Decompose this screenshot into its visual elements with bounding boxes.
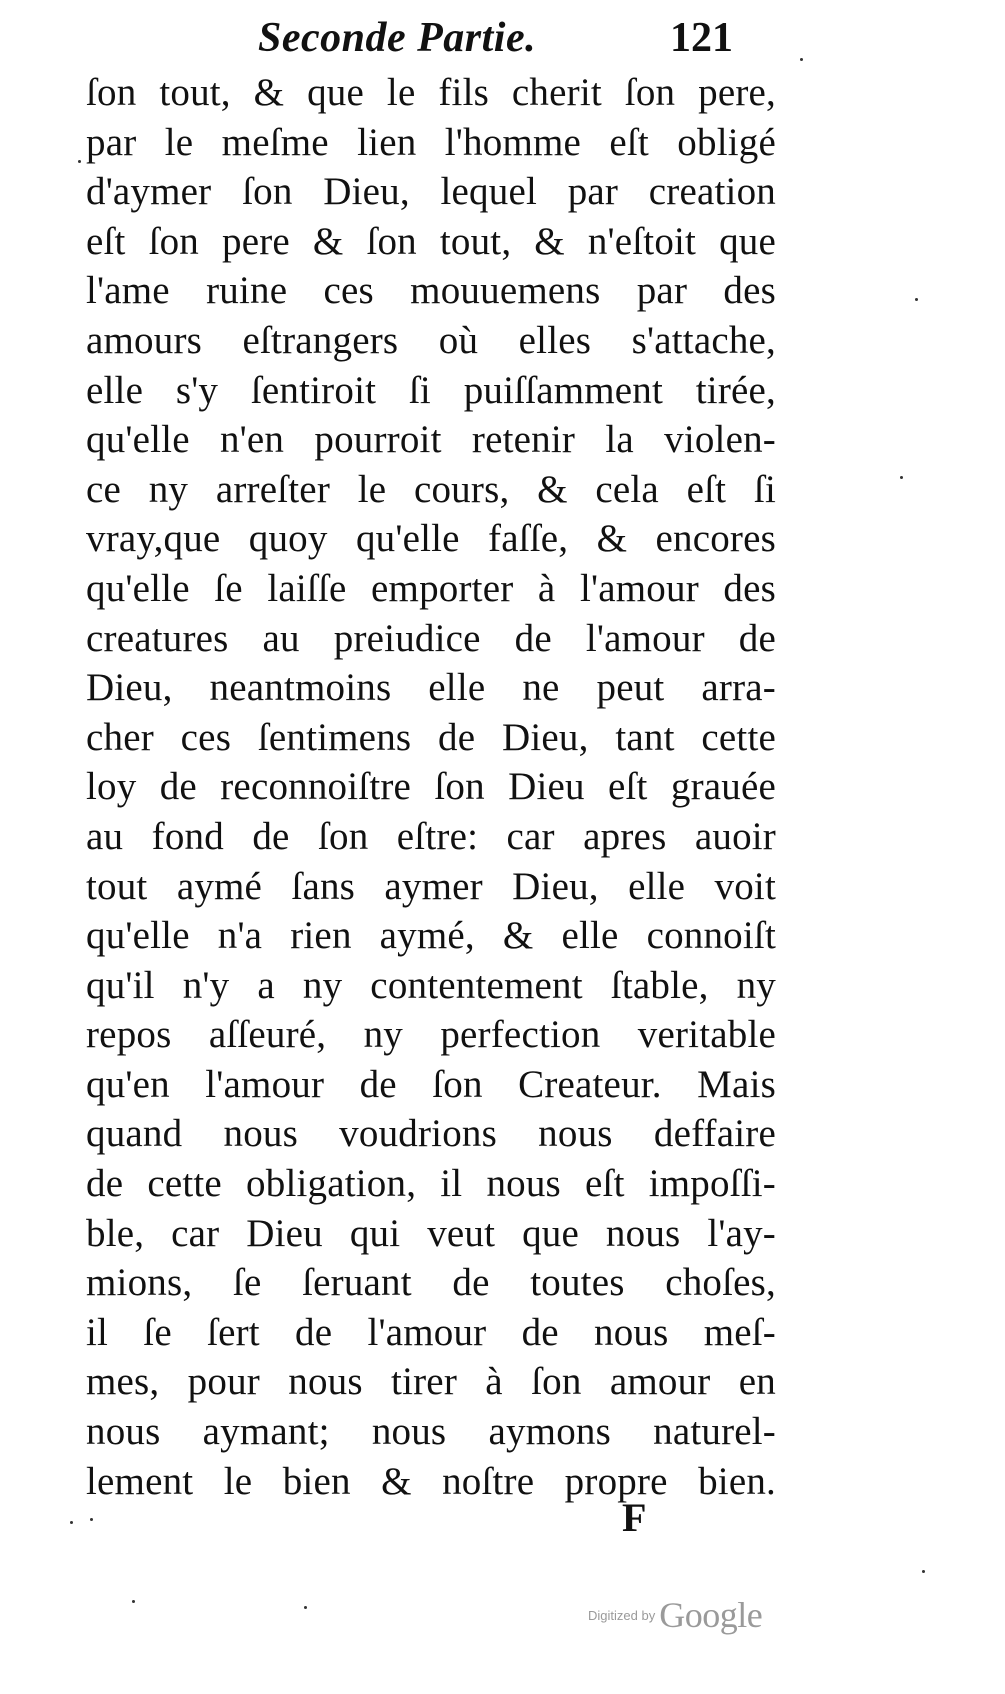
text-line: au fond de ſon eſtre: car apres auoir — [86, 814, 776, 858]
text-line: ble, car Dieu qui veut que nous l'ay- — [86, 1211, 776, 1255]
text-line: qu'elle ſe laiſſe emporter à l'amour des — [86, 566, 776, 610]
google-logo: Google — [659, 1595, 763, 1635]
text-line: de cette obligation, il nous eſt impoſſi- — [86, 1162, 776, 1206]
scan-speck — [915, 298, 918, 301]
body-text — [86, 68, 776, 1506]
text-line: amours eſtrangers où elles s'attache, — [86, 318, 776, 362]
text-line: vray,que quoy qu'elle faſſe, & encores — [86, 517, 776, 561]
page-header — [258, 12, 798, 64]
text-line: loy de reconnoiſtre ſon Dieu eſt grauée — [86, 765, 776, 809]
text-line: qu'en l'amour de ſon Createur. Mais — [86, 1062, 776, 1106]
text-line: eſt ſon pere & ſon tout, & n'eſtoit que — [86, 219, 776, 263]
text-line: l'ame ruine ces mouuemens par des — [86, 269, 776, 313]
text-line: ſon tout, & que le fils cherit ſon pere, — [86, 71, 776, 114]
text-line: ce ny arreſter le cours, & cela eſt ſi — [86, 467, 776, 511]
text-line: quand nous voudrions nous deffaire — [86, 1112, 776, 1156]
text-line: cher ces ſentimens de Dieu, tant cette — [86, 715, 776, 759]
scan-speck — [78, 160, 81, 163]
text-line: repos aſſeuré, ny perfection veritable — [86, 1013, 776, 1057]
page-number: 121 — [670, 15, 733, 61]
text-line: tout aymé ſans aymer Dieu, elle voit — [86, 864, 776, 908]
scan-speck — [304, 1606, 307, 1609]
running-head: Seconde Partie. — [258, 15, 537, 61]
text-line: nous aymant; nous aymons naturel- — [86, 1410, 776, 1454]
scan-speck — [90, 1518, 93, 1521]
text-line: mions, ſe ſeruant de toutes choſes, — [86, 1261, 776, 1305]
signature-mark: F — [622, 1495, 647, 1540]
text-line: creatures au preiudice de l'amour de — [86, 616, 776, 660]
scan-speck — [800, 58, 803, 61]
scan-speck — [70, 1521, 73, 1524]
text-line: par le meſme lien l'homme eſt obligé — [86, 120, 776, 164]
digitized-by-watermark — [588, 1594, 762, 1642]
text-line: Dieu, neantmoins elle ne peut arra- — [86, 666, 776, 710]
text-line: mes, pour nous tirer à ſon amour en — [86, 1360, 776, 1404]
scan-speck — [900, 476, 903, 479]
text-line: elle s'y ſentiroit ſi puiſſamment tirée, — [86, 368, 776, 412]
text-line: qu'elle n'a rien aymé, & elle connoiſt — [86, 914, 776, 958]
text-line: il ſe ſert de l'amour de nous meſ- — [86, 1310, 776, 1354]
text-line: qu'elle n'en pourroit retenir la violen- — [86, 418, 776, 462]
text-line: d'aymer ſon Dieu, lequel par creation — [86, 170, 776, 214]
text-line: lement le bien & noſtre propre bien. — [86, 1459, 776, 1503]
watermark-label: Digitized by — [588, 1607, 656, 1623]
text-line: qu'il n'y a ny contentement ſtable, ny — [86, 963, 776, 1007]
scan-speck — [922, 1570, 925, 1573]
scan-speck — [132, 1600, 135, 1603]
